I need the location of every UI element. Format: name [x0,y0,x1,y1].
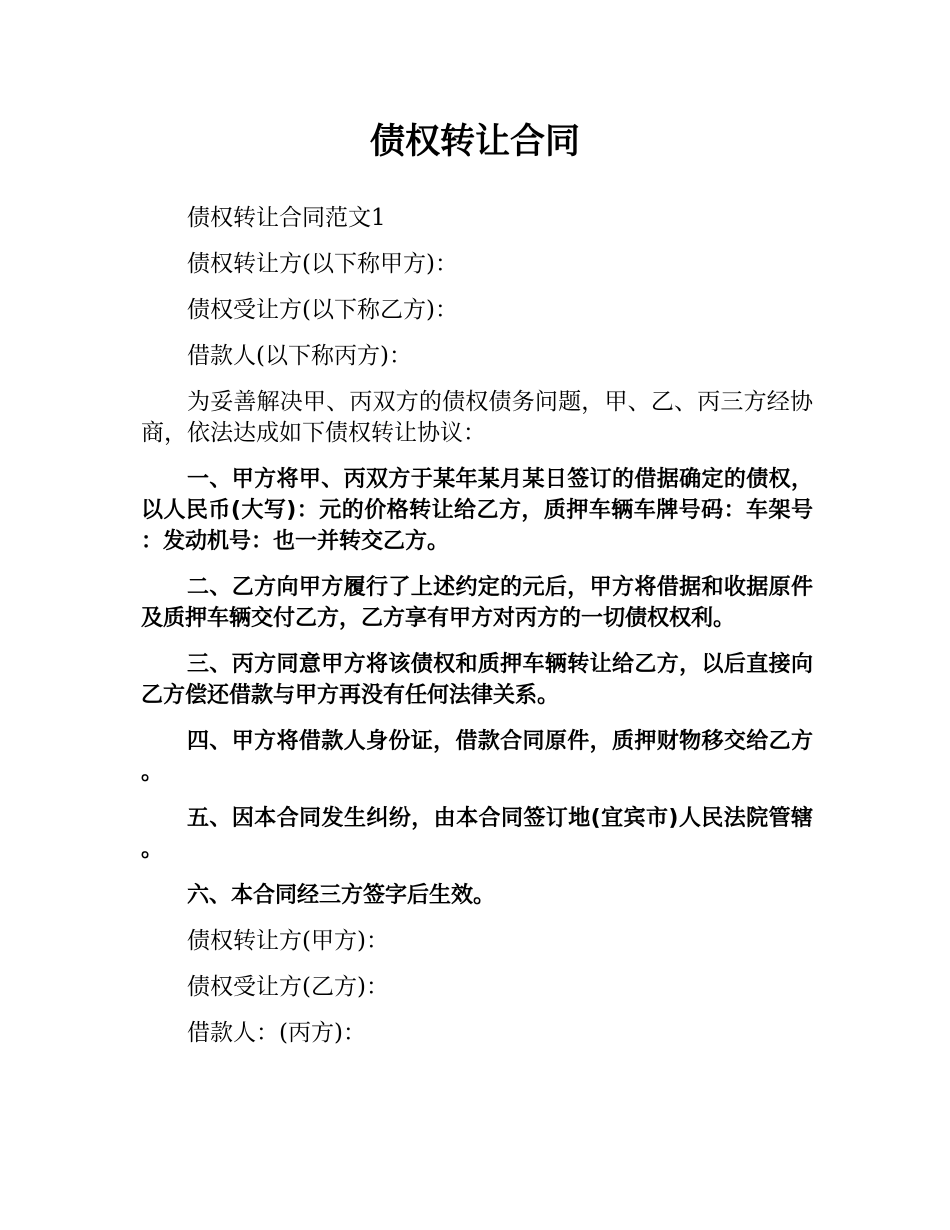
paragraph-transferor-line: 债权转让方(以下称甲方)： [187,251,458,277]
clause-1: 一、甲方将甲、丙双方于某年某月某日签订的借据确定的债权，以人民币(大写)：元的价格转让给乙方，质押车辆车牌号码：车架号：发动机号：也一并转交乙方。 [141,467,813,554]
signature-transferee: 债权受让方(乙方)： [187,974,389,1000]
document-title: 债权转让合同 [369,122,580,162]
signature-transferor: 债权转让方(甲方)： [187,928,389,954]
paragraph-transferee-line: 债权受让方(以下称乙方)： [187,297,458,323]
document-body [141,203,813,1049]
clause-4: 四、甲方将借款人身份证，借款合同原件，质押财物移交给乙方。 [141,729,813,785]
paragraph-borrower-line: 借款人(以下称丙方)： [187,343,412,369]
clause-3: 三、丙方同意甲方将该债权和质押车辆转让给乙方，以后直接向乙方偿还借款与甲方再没有任何法律关系。 [141,652,813,708]
clause-5: 五、因本合同发生纠纷，由本合同签订地(宜宾市)人民法院管辖。 [141,806,813,862]
clause-2: 二、乙方向甲方履行了上述约定的元后，甲方将借据和收据原件及质押车辆交付乙方，乙方享有甲方对丙方的一切债权权利。 [141,575,813,631]
paragraph-template-heading: 债权转让合同范文1 [187,205,386,231]
paragraph-preamble: 为妥善解决甲、丙双方的债权债务问题，甲、乙、丙三方经协商，依法达成如下债权转让协议： [141,389,813,446]
clause-6: 六、本合同经三方签字后生效。 [187,883,496,908]
signature-borrower: 借款人：(丙方)： [187,1020,366,1046]
